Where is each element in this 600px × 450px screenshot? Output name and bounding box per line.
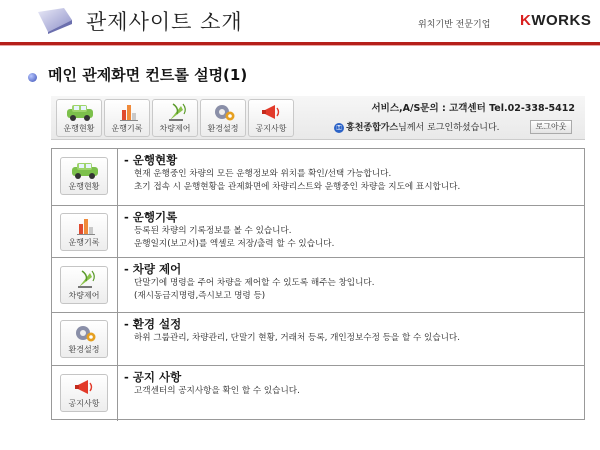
row-heading: - 공지 사항 [124, 370, 182, 384]
table-row [52, 313, 584, 366]
row-description: 고객센터의 공지사항을 확인 할 수 있습니다. [134, 386, 300, 396]
toolbar-button-notice[interactable]: 공지사항 [248, 99, 294, 137]
row-description: 하위 그룹관리, 차량관리, 단말기 현황, 거래처 등록, 개인정보수정 등을 할 수 있습니다. [134, 333, 460, 343]
row-icon-cell [52, 366, 118, 421]
toolbar-button-driving-status[interactable]: 운행현황 [56, 99, 102, 137]
antenna-icon [61, 267, 109, 291]
row-icon-cell [52, 206, 118, 257]
driving-record-button[interactable]: 운행기록 [60, 213, 108, 251]
car-icon [61, 158, 109, 182]
toolbar-button-driving-record[interactable]: 운행기록 [104, 99, 150, 137]
kworks-logo: KWORKS [520, 12, 592, 29]
cube-logo-icon [34, 6, 76, 34]
row-text-cell [124, 209, 579, 251]
control-description-table [51, 148, 585, 420]
megaphone-icon [249, 100, 295, 124]
row-text-cell [124, 261, 579, 303]
company-tagline: 위치기반 전문기업 [418, 20, 491, 30]
row-description: 단말기에 명령을 주어 차량을 제어할 수 있도록 해주는 창입니다. [134, 278, 375, 288]
bar-chart-icon [61, 214, 109, 238]
gear-icon [201, 100, 247, 124]
antenna-icon [153, 100, 199, 124]
vehicle-control-button[interactable]: 차량제어 [60, 266, 108, 304]
table-row [52, 258, 584, 313]
row-heading: - 환경 설정 [124, 317, 182, 331]
row-text-cell [124, 369, 579, 398]
row-description: 현재 운행중인 차량의 모든 운행정보와 위치를 확인/선택 가능합니다. [134, 169, 392, 179]
bullet-icon [28, 73, 37, 82]
row-icon-cell [52, 313, 118, 365]
row-text-cell [124, 152, 579, 194]
login-message: 님께서 로그인하셨습니다. [398, 123, 500, 133]
driving-status-button[interactable]: 운행현황 [60, 157, 108, 195]
user-lock-icon: ⚿ [334, 123, 344, 133]
gear-icon [61, 321, 109, 345]
row-heading: - 차량 제어 [124, 262, 182, 276]
table-row [52, 366, 584, 421]
row-description: 등록된 차량의 기록정보를 볼 수 있습니다. [134, 226, 292, 236]
header-divider-light [0, 45, 600, 46]
row-description: (재시동금지명령,즉시보고 명령 등) [134, 291, 266, 301]
notice-button[interactable]: 공지사항 [60, 374, 108, 412]
row-description: 초기 접속 시 운행현황을 관제화면에 차량리스트와 운행중인 차량을 지도에 표시합니다. [134, 182, 461, 192]
table-row [52, 149, 584, 206]
row-text-cell [124, 316, 579, 345]
header [0, 0, 600, 42]
table-row [52, 206, 584, 258]
row-description: 운행일지(보고서)를 엑셀로 저장/출력 할 수 있습니다. [134, 239, 335, 249]
service-contact-info: 서비스,A/S문의 : 고객센터 Tel.02-338-5412 [371, 103, 575, 114]
row-icon-cell [52, 149, 118, 205]
row-heading: - 운행기록 [124, 210, 178, 224]
user-name: 홍천종합가스 [346, 123, 399, 133]
settings-button[interactable]: 환경설정 [60, 320, 108, 358]
toolbar [51, 96, 585, 140]
bar-chart-icon [105, 100, 151, 124]
toolbar-button-settings[interactable]: 환경설정 [200, 99, 246, 137]
logout-button[interactable]: 로그아웃 [530, 120, 572, 134]
car-icon [57, 100, 103, 124]
toolbar-button-vehicle-control[interactable]: 차량제어 [152, 99, 198, 137]
page-title: 관제사이트 소개 [86, 10, 243, 34]
megaphone-icon [61, 375, 109, 399]
row-heading: - 운행현황 [124, 153, 178, 167]
section-title: 메인 관제화면 컨트롤 설명(1) [48, 66, 248, 84]
row-icon-cell [52, 258, 118, 312]
